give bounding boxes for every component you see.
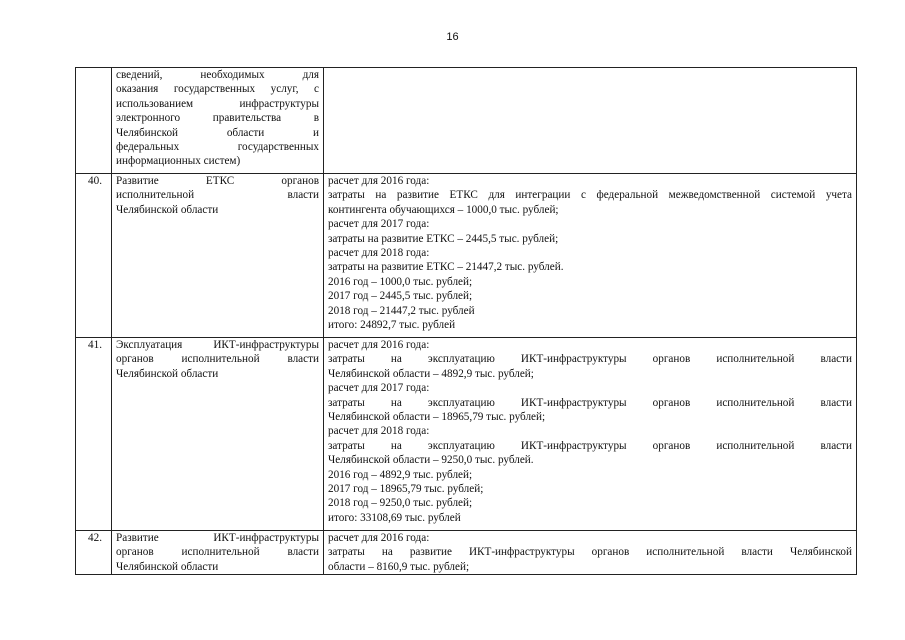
calculation-line: итого: 24892,7 тыс. рублей — [328, 319, 456, 332]
calculation-line: затраты на развитие ЕТКС – 2445,5 тыс. рублей; — [328, 232, 559, 245]
calculation-line: 2017 год – 18965,79 тыс. рублей; — [328, 483, 484, 496]
calculation-line: 2016 год – 1000,0 тыс. рублей; — [328, 275, 473, 288]
calculation-cell — [324, 531, 857, 575]
table-row — [76, 68, 857, 174]
calculation-line: расчет для 2017 года: — [328, 382, 430, 395]
row-number: 41. — [76, 338, 112, 531]
activity-name — [112, 174, 324, 338]
activity-name-line: органов исполнительной власти — [116, 353, 319, 366]
calculation-cell — [324, 338, 857, 531]
row-number: 42. — [76, 531, 112, 575]
activity-name-line: Развитие ЕТКС органов — [116, 175, 319, 187]
activity-name — [112, 338, 324, 531]
table-row — [76, 338, 857, 531]
calculation-line: затраты на развитие ЕТКС – 21447,2 тыс. рублей. — [328, 261, 564, 274]
activity-name-line: Эксплуатация ИКТ-инфраструктуры — [116, 339, 319, 351]
activity-name-line: информационных систем) — [116, 155, 241, 168]
cost-table — [75, 67, 857, 575]
activity-name-line: сведений, необходимых для — [116, 69, 319, 81]
calculation-cell — [324, 174, 857, 338]
activity-name — [112, 68, 324, 174]
calculation-line: расчет для 2018 года: — [328, 425, 430, 438]
calculation-line: итого: 33108,69 тыс. рублей — [328, 511, 461, 524]
calculation-line: 2017 год – 2445,5 тыс. рублей; — [328, 290, 473, 303]
calculation-line: 2016 год – 4892,9 тыс. рублей; — [328, 468, 473, 481]
calculation-line: 2018 год – 21447,2 тыс. рублей — [328, 304, 475, 317]
table-row — [76, 531, 857, 575]
activity-name-line: Челябинской области и — [116, 126, 319, 139]
table-row — [76, 174, 857, 338]
calculation-cell — [324, 68, 857, 174]
calculation-line: затраты на эксплуатацию ИКТ-инфраструктуры органов исполнительной власти — [328, 396, 852, 409]
calculation-line: Челябинской области – 9250,0 тыс. рублей. — [328, 454, 534, 467]
activity-name-line: федеральных государственных — [116, 141, 319, 154]
page-number: 16 — [446, 31, 459, 43]
calculation-line: расчет для 2017 года: — [328, 218, 430, 231]
calculation-line: затраты на эксплуатацию ИКТ-инфраструктуры органов исполнительной власти — [328, 353, 852, 366]
activity-name-line: Развитие ИКТ-инфраструктуры — [116, 532, 319, 544]
activity-name-line: электронного правительства в — [116, 112, 319, 125]
cost-table-body — [76, 68, 857, 575]
calculation-line: области – 8160,9 тыс. рублей; — [328, 560, 470, 573]
calculation-line: затраты на развитие ЕТКС для интеграции с федеральной межведомственной системой учета — [328, 189, 852, 202]
row-number — [76, 68, 112, 174]
calculation-line: контингента обучающихся – 1000,0 тыс. рублей; — [328, 203, 559, 216]
calculation-line: Челябинской области – 4892,9 тыс. рублей; — [328, 367, 534, 380]
calculation-line: расчет для 2016 года: — [328, 532, 430, 544]
activity-name-line: Челябинской области — [116, 367, 219, 380]
activity-name-line: исполнительной власти — [116, 189, 319, 202]
calculation-line: расчет для 2018 года: — [328, 247, 430, 260]
calculation-line: расчет для 2016 года: — [328, 175, 430, 187]
activity-name-line: органов исполнительной власти — [116, 546, 319, 559]
activity-name-line: оказания государственных услуг, с — [116, 83, 319, 96]
activity-name — [112, 531, 324, 575]
calculation-line: затраты на эксплуатацию ИКТ-инфраструктуры органов исполнительной власти — [328, 439, 852, 452]
activity-name-line: использованием инфраструктуры — [116, 97, 319, 110]
calculation-line: Челябинской области – 18965,79 тыс. рублей; — [328, 411, 546, 424]
calculation-line: затраты на развитие ИКТ-инфраструктуры органов исполнительной власти Челябинской — [328, 546, 852, 559]
row-number: 40. — [76, 174, 112, 338]
activity-name-line: Челябинской области — [116, 560, 219, 573]
calculation-line: расчет для 2016 года: — [328, 339, 430, 351]
activity-name-line: Челябинской области — [116, 203, 219, 216]
calculation-line: 2018 год – 9250,0 тыс. рублей; — [328, 497, 473, 510]
